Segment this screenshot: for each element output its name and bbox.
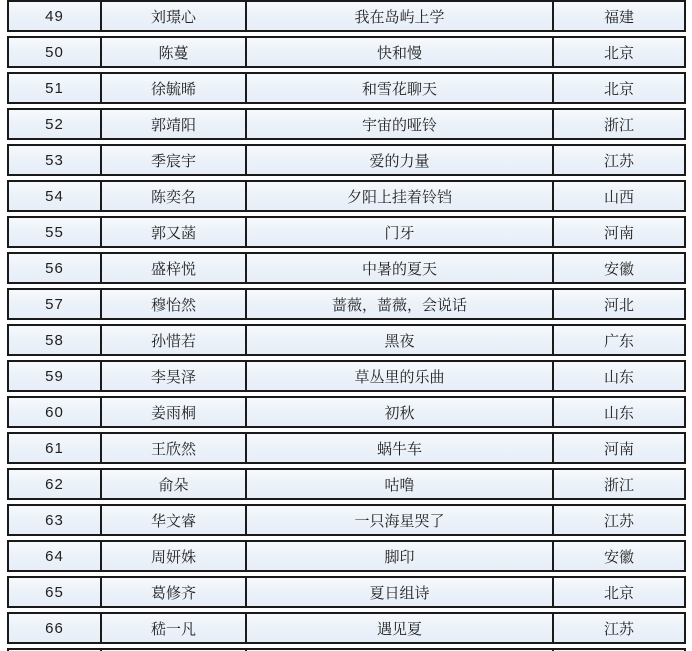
author-name-cell: 李昊泽	[102, 360, 247, 392]
province-cell: 山西	[554, 180, 686, 212]
entry-number-cell: 51	[7, 72, 102, 104]
entry-number-cell: 62	[7, 468, 102, 500]
author-name-cell: 郭又菡	[102, 216, 247, 248]
author-name-cell: 华文睿	[102, 504, 247, 536]
table-row	[7, 432, 686, 464]
entry-number-cell: 50	[7, 36, 102, 68]
entry-number-cell: 65	[7, 576, 102, 608]
work-title-cell: 宇宙的哑铃	[247, 108, 554, 140]
entry-number-cell: 60	[7, 396, 102, 428]
author-name-cell: 徐毓晞	[102, 72, 247, 104]
author-name-cell: 姜雨桐	[102, 396, 247, 428]
work-title-cell: 脚印	[247, 540, 554, 572]
work-title-cell: 蔷薇，蔷薇，会说话	[247, 288, 554, 320]
author-name-cell: 刘璟心	[102, 0, 247, 32]
entry-number-cell: 53	[7, 144, 102, 176]
author-name-cell: 葛修齐	[102, 576, 247, 608]
entry-number-cell: 57	[7, 288, 102, 320]
province-cell: 河北	[554, 288, 686, 320]
table-row	[7, 108, 686, 140]
work-title-cell: 门牙	[247, 216, 554, 248]
work-title-cell: 草丛里的乐曲	[247, 360, 554, 392]
author-name-cell: 盛梓悦	[102, 252, 247, 284]
entry-number-cell: 64	[7, 540, 102, 572]
province-cell: 江苏	[554, 144, 686, 176]
table-body	[7, 0, 686, 651]
work-title-cell: 和雪花聊天	[247, 72, 554, 104]
province-cell: 北京	[554, 72, 686, 104]
province-cell: 河南	[554, 432, 686, 464]
contest-roster-table	[7, 0, 686, 651]
table-row	[7, 360, 686, 392]
province-cell: 浙江	[554, 468, 686, 500]
province-cell: 河南	[554, 216, 686, 248]
author-name-cell: 俞朵	[102, 468, 247, 500]
province-cell: 安徽	[554, 252, 686, 284]
table-row	[7, 540, 686, 572]
province-cell: 山东	[554, 396, 686, 428]
entry-number-cell: 59	[7, 360, 102, 392]
entry-number-cell: 49	[7, 0, 102, 32]
entry-number-cell: 52	[7, 108, 102, 140]
work-title-cell: 爱的力量	[247, 144, 554, 176]
entry-number-cell: 58	[7, 324, 102, 356]
author-name-cell: 郭靖阳	[102, 108, 247, 140]
entry-number-cell: 54	[7, 180, 102, 212]
table-row	[7, 288, 686, 320]
province-cell: 浙江	[554, 108, 686, 140]
province-cell: 江苏	[554, 612, 686, 644]
entry-number-cell: 61	[7, 432, 102, 464]
author-name-cell: 嵇一凡	[102, 612, 247, 644]
entry-number-cell: 66	[7, 612, 102, 644]
work-title-cell: 一只海星哭了	[247, 504, 554, 536]
table-row	[7, 252, 686, 284]
work-title-cell: 初秋	[247, 396, 554, 428]
province-cell: 北京	[554, 36, 686, 68]
table-row	[7, 612, 686, 644]
table-row	[7, 0, 686, 32]
author-name-cell: 陈蔓	[102, 36, 247, 68]
table-row	[7, 576, 686, 608]
author-name-cell: 穆怡然	[102, 288, 247, 320]
entry-number-cell: 55	[7, 216, 102, 248]
province-cell: 江苏	[554, 504, 686, 536]
author-name-cell: 季宸宇	[102, 144, 247, 176]
author-name-cell: 孙惜若	[102, 324, 247, 356]
table-row	[7, 72, 686, 104]
work-title-cell: 中暑的夏天	[247, 252, 554, 284]
province-cell: 安徽	[554, 540, 686, 572]
province-cell: 福建	[554, 0, 686, 32]
entry-number-cell: 63	[7, 504, 102, 536]
table-row	[7, 216, 686, 248]
table-row	[7, 144, 686, 176]
table-row	[7, 504, 686, 536]
work-title-cell: 快和慢	[247, 36, 554, 68]
work-title-cell: 夏日组诗	[247, 576, 554, 608]
work-title-cell: 我在岛屿上学	[247, 0, 554, 32]
author-name-cell: 周妍姝	[102, 540, 247, 572]
province-cell: 广东	[554, 324, 686, 356]
work-title-cell: 咕噜	[247, 468, 554, 500]
table-row	[7, 396, 686, 428]
table-row	[7, 36, 686, 68]
table-row	[7, 468, 686, 500]
work-title-cell: 黑夜	[247, 324, 554, 356]
author-name-cell: 王欣然	[102, 432, 247, 464]
work-title-cell: 遇见夏	[247, 612, 554, 644]
author-name-cell: 陈奕名	[102, 180, 247, 212]
table-row	[7, 324, 686, 356]
table-row	[7, 180, 686, 212]
work-title-cell: 蜗牛车	[247, 432, 554, 464]
work-title-cell: 夕阳上挂着铃铛	[247, 180, 554, 212]
province-cell: 北京	[554, 576, 686, 608]
entry-number-cell: 56	[7, 252, 102, 284]
province-cell: 山东	[554, 360, 686, 392]
